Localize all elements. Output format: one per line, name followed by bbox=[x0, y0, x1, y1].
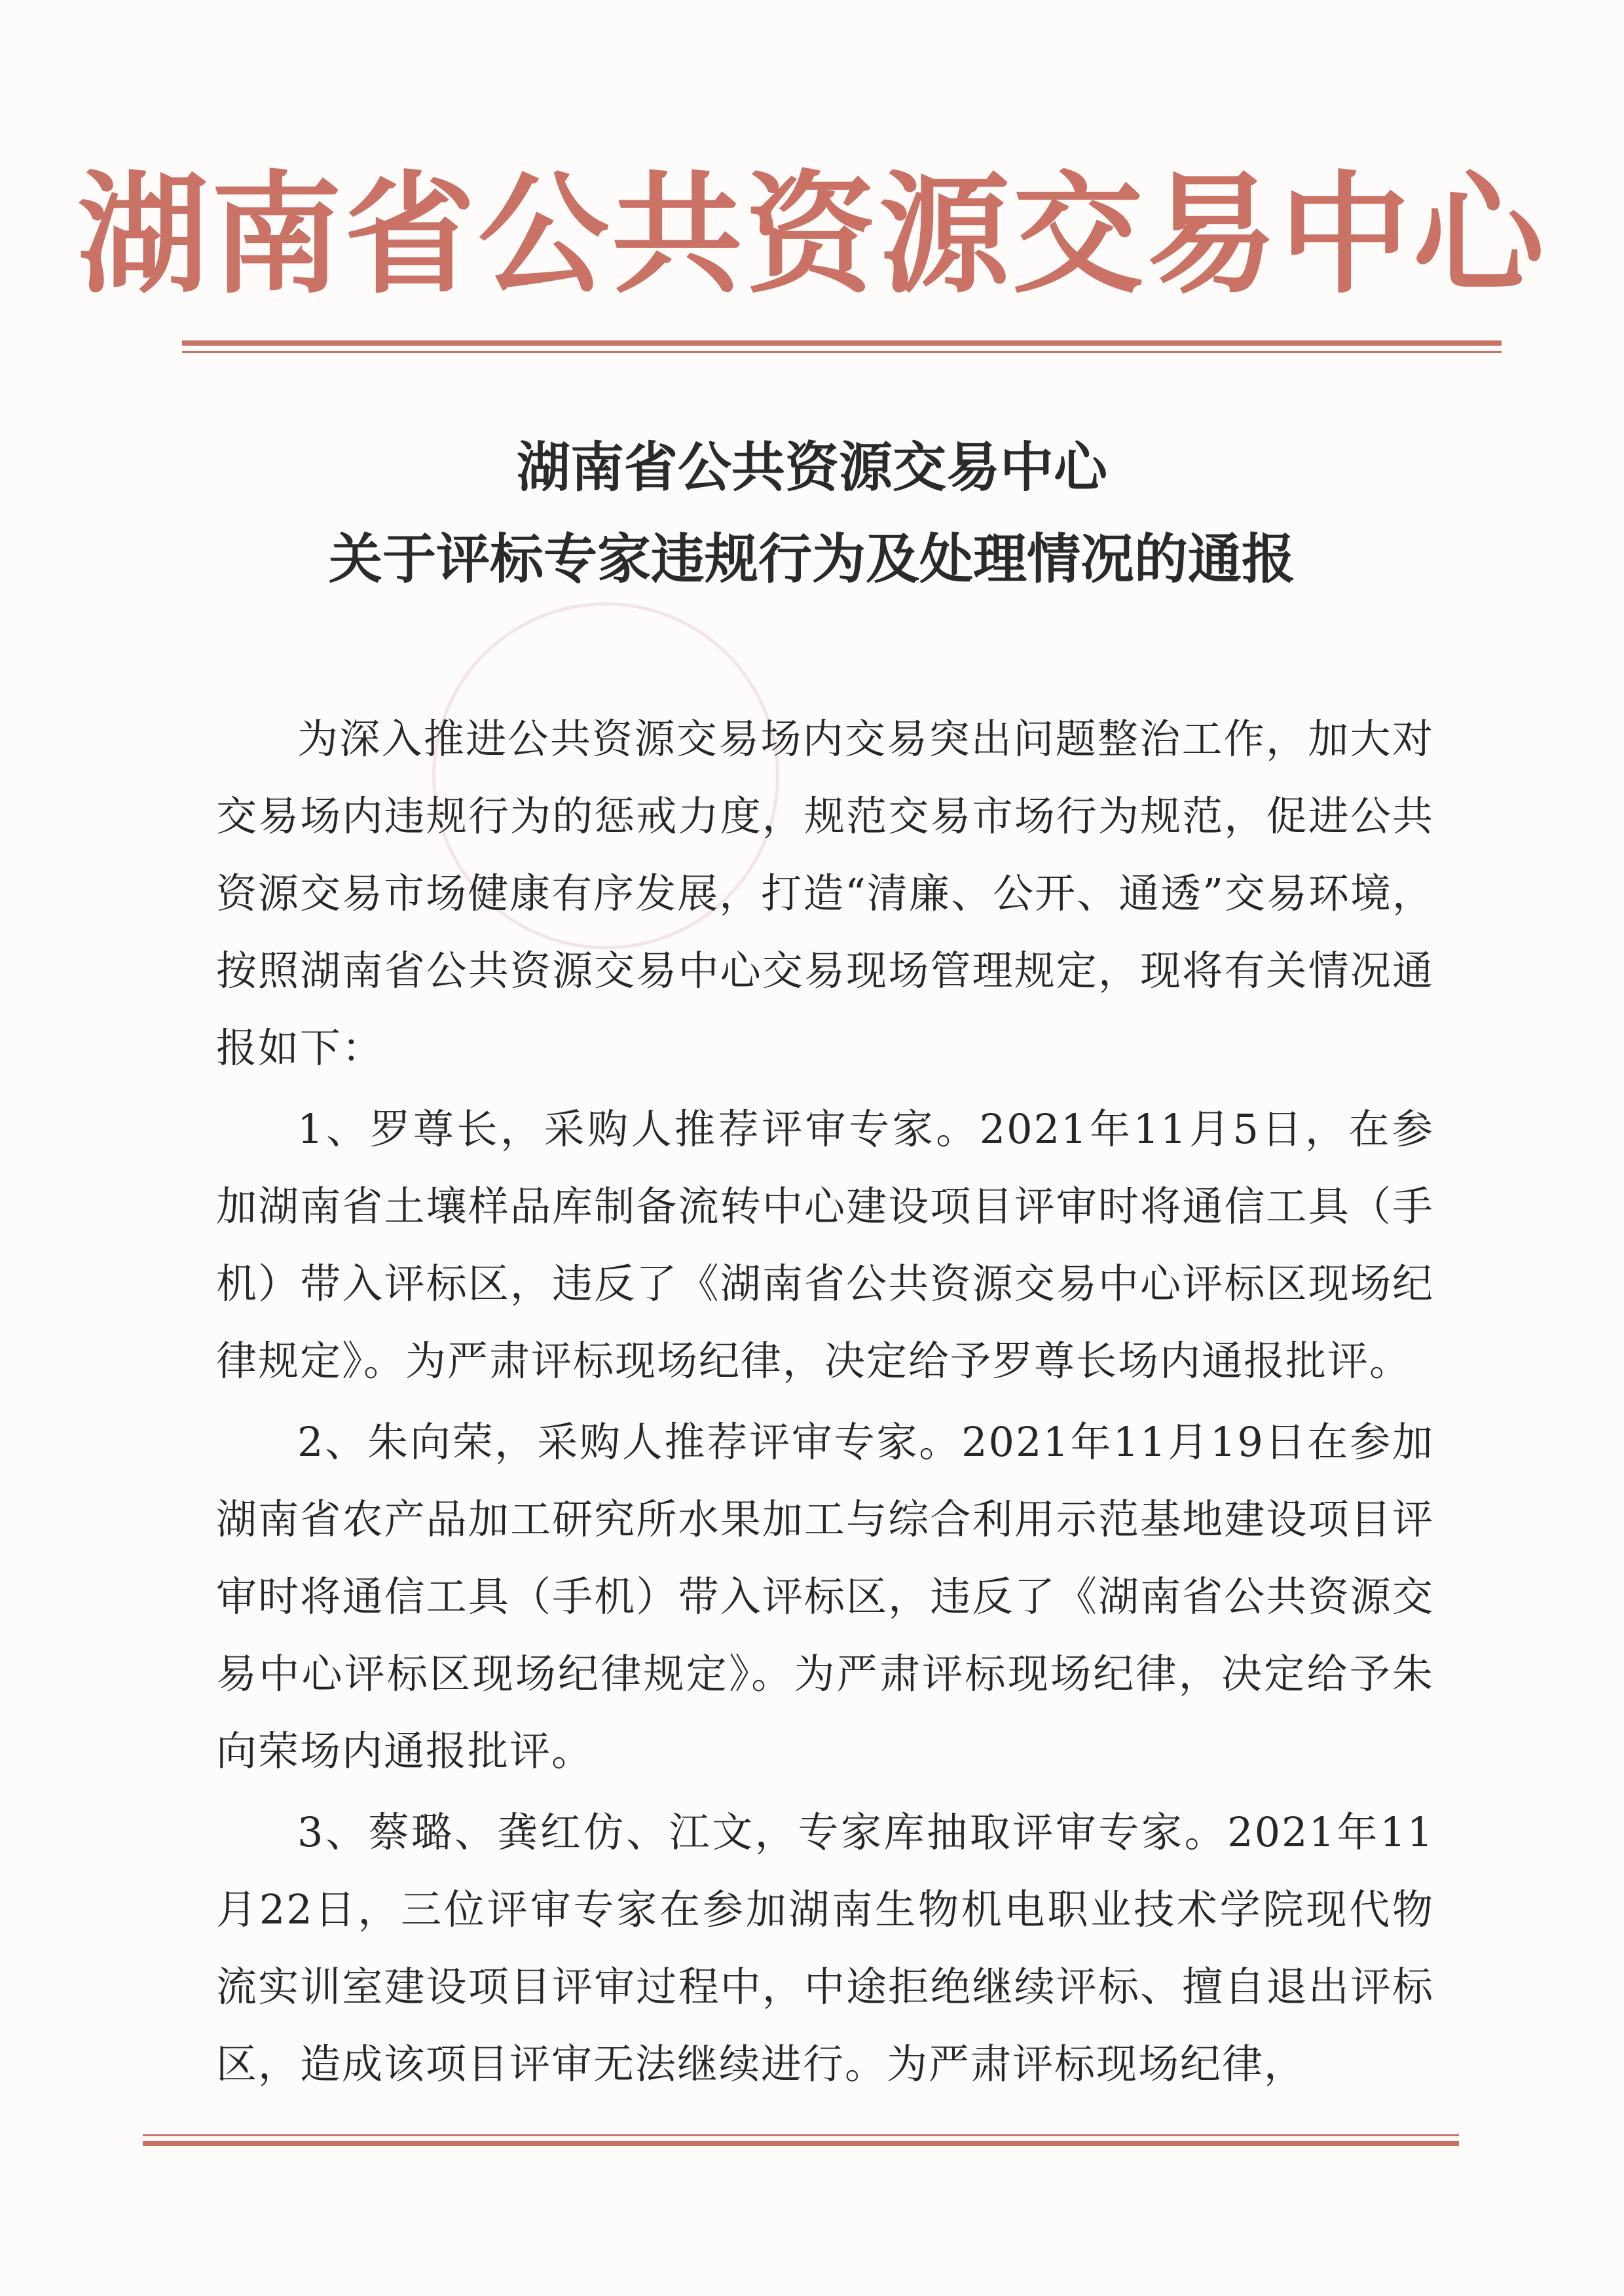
letterhead-rule-thin bbox=[182, 351, 1502, 353]
letterhead-rule-thick bbox=[182, 340, 1502, 346]
notice-title-line2: 关于评标专家违规行为及处理情况的通报 bbox=[328, 528, 1295, 591]
item-paragraph-2: 2、朱向荣，采购人推荐评审专家。2021年11月19日在参加湖南省农产品加工研究所水果加工与综合利用示范基地建设项目评审时将通信工具（手机）带入评标区，违反了《湖南省公共资源交易中心评标区现场纪律规定》。为严肃评标现场纪律，决定给予朱向荣场内通报批评。 bbox=[216, 1418, 1434, 1775]
item-paragraph-1: 1、罗尊长，采购人推荐评审专家。2021年11月5日，在参加湖南省土壤样品库制备流转中心建设项目评审时将通信工具（手机）带入评标区，违反了《湖南省公共资源交易中心评标区现场纪律规定》。为严肃评标现场纪律，决定给予罗尊长场内通报批评。 bbox=[216, 1105, 1434, 1385]
footer-rule-thick bbox=[143, 2141, 1459, 2146]
item-paragraph-3: 3、蔡璐、龚红仿、江文，专家库抽取评审专家。2021年11月22日，三位评审专家在参加湖南生物机电职业技术学院现代物流实训室建设项目评审过程中，中途拒绝继续评标、擅自退出评标区，造成该项目评审无法继续进行。为严肃评标现场纪律， bbox=[216, 1808, 1434, 2088]
footer-rule-thin bbox=[143, 2134, 1459, 2136]
notice-title-line1: 湖南省公共资源交易中心 bbox=[516, 437, 1107, 499]
intro-paragraph: 为深入推进公共资源交易场内交易突出问题整治工作，加大对交易场内违规行为的惩戒力度，规范交易市场行为规范，促进公共资源交易市场健康有序发展，打造“清廉、公开、通透”交易环境，按照湖南省公共资源交易中心交易现场管理规定，现将有关情况通报如下： bbox=[216, 715, 1434, 1072]
letterhead-organization: 湖南省公共资源交易中心 bbox=[77, 159, 1547, 312]
notice-body bbox=[216, 701, 1434, 2103]
